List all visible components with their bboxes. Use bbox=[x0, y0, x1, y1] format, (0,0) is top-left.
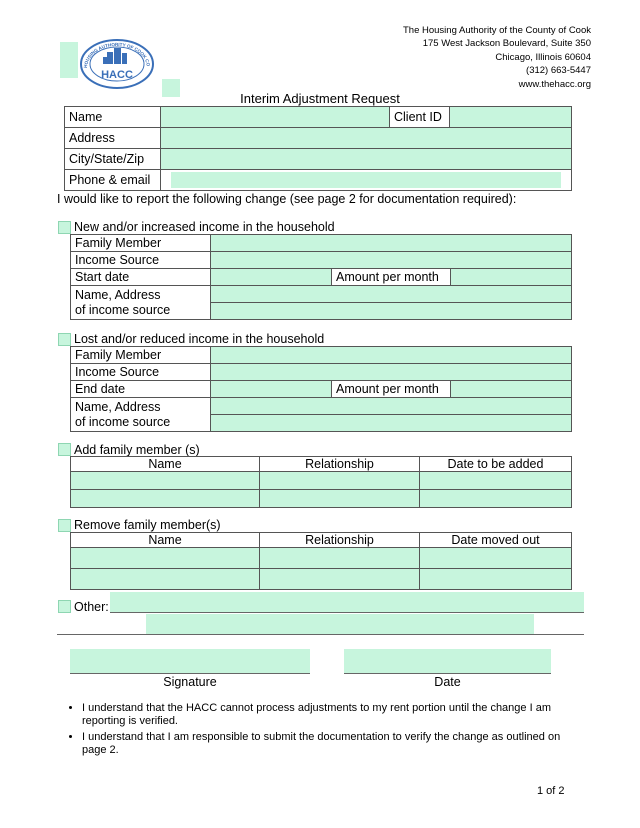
add-col-name: Name bbox=[71, 457, 260, 472]
phone-email-field[interactable] bbox=[171, 172, 561, 188]
remove-name-field-2[interactable] bbox=[71, 569, 260, 590]
remove-col-date: Date moved out bbox=[420, 533, 572, 548]
hacc-logo bbox=[79, 38, 155, 90]
statement-item: • I understand that I am responsible to submit the documentation to verify the change as outlined on page 2. bbox=[82, 731, 582, 757]
new-name-address-label bbox=[71, 286, 211, 320]
phone-email-label: Phone & email bbox=[65, 170, 161, 191]
lost-name-address-label bbox=[71, 398, 211, 432]
logo-ring-text: HOUSING AUTHORITY OF COOK CO bbox=[82, 41, 151, 69]
lost-income-table bbox=[70, 346, 572, 432]
add-member-table bbox=[70, 456, 572, 508]
client-id-label: Client ID bbox=[390, 107, 450, 128]
lost-amount-field[interactable] bbox=[451, 381, 572, 398]
phone-email-cell bbox=[161, 170, 572, 191]
end-date-label: End date bbox=[71, 381, 211, 398]
lost-amount-label: Amount per month bbox=[332, 381, 451, 398]
new-amount-field[interactable] bbox=[451, 269, 572, 286]
org-phone: (312) 663-5447 bbox=[526, 65, 591, 77]
new-income-source-address-field-1[interactable] bbox=[211, 286, 572, 303]
signature-field[interactable] bbox=[70, 649, 310, 673]
statement-item: • I understand that the HACC cannot process adjustments to my rent portion until the change I am reporting is verified. bbox=[82, 702, 582, 728]
other-line-2 bbox=[57, 634, 584, 635]
new-family-member-field[interactable] bbox=[211, 235, 572, 252]
lost-income-source-label: Income Source bbox=[71, 364, 211, 381]
logo-fill-left bbox=[60, 42, 78, 78]
new-income-checkbox[interactable] bbox=[58, 221, 71, 234]
new-amount-label: Amount per month bbox=[332, 269, 451, 286]
start-date-label: Start date bbox=[71, 269, 211, 286]
signature-line bbox=[70, 673, 310, 674]
org-address-block bbox=[403, 24, 591, 91]
add-date-field-2[interactable] bbox=[420, 490, 572, 508]
end-date-field[interactable] bbox=[211, 381, 332, 398]
lost-family-member-label: Family Member bbox=[71, 347, 211, 364]
org-street: 175 West Jackson Boulevard, Suite 350 bbox=[422, 38, 591, 50]
lost-name-address-line1: Name, Address bbox=[75, 399, 161, 414]
lost-income-source-address-field-2[interactable] bbox=[211, 415, 572, 432]
add-member-heading: Add family member (s) bbox=[74, 443, 200, 457]
remove-col-name: Name bbox=[71, 533, 260, 548]
address-field[interactable] bbox=[161, 128, 572, 149]
intro-text: I would like to report the following change (see page 2 for documentation required): bbox=[57, 192, 517, 206]
new-name-address-line1: Name, Address bbox=[75, 287, 161, 302]
remove-relationship-field-2[interactable] bbox=[260, 569, 420, 590]
name-field[interactable] bbox=[161, 107, 390, 128]
new-family-member-label: Family Member bbox=[71, 235, 211, 252]
org-website: www.thehacc.org bbox=[518, 78, 591, 90]
address-label: Address bbox=[65, 128, 161, 149]
logo-text: HACC bbox=[101, 69, 133, 81]
remove-member-heading: Remove family member(s) bbox=[74, 518, 221, 532]
start-date-field[interactable] bbox=[211, 269, 332, 286]
city-state-zip-field[interactable] bbox=[161, 149, 572, 170]
city-state-zip-label: City/State/Zip bbox=[65, 149, 161, 170]
other-label: Other: bbox=[74, 600, 109, 614]
lost-family-member-field[interactable] bbox=[211, 347, 572, 364]
client-info-table bbox=[64, 106, 572, 191]
org-city: Chicago, Illinois 60604 bbox=[495, 51, 591, 63]
lost-income-source-field[interactable] bbox=[211, 364, 572, 381]
other-field-2[interactable] bbox=[146, 614, 534, 634]
lost-name-address-line2: of income source bbox=[75, 414, 171, 429]
add-relationship-field-2[interactable] bbox=[260, 490, 420, 508]
add-relationship-field-1[interactable] bbox=[260, 472, 420, 490]
remove-name-field-1[interactable] bbox=[71, 548, 260, 569]
other-line-1 bbox=[110, 612, 584, 613]
add-col-relationship: Relationship bbox=[260, 457, 420, 472]
add-member-checkbox[interactable] bbox=[58, 443, 71, 456]
client-id-field[interactable] bbox=[450, 107, 572, 128]
new-income-source-field[interactable] bbox=[211, 252, 572, 269]
date-line bbox=[344, 673, 551, 674]
remove-date-field-1[interactable] bbox=[420, 548, 572, 569]
lost-income-checkbox[interactable] bbox=[58, 333, 71, 346]
remove-date-field-2[interactable] bbox=[420, 569, 572, 590]
new-income-source-address-field-2[interactable] bbox=[211, 303, 572, 320]
new-income-heading: New and/or increased income in the household bbox=[74, 220, 335, 234]
new-name-address-line2: of income source bbox=[75, 302, 171, 317]
remove-member-table bbox=[70, 532, 572, 590]
name-label: Name bbox=[65, 107, 161, 128]
add-col-date: Date to be added bbox=[420, 457, 572, 472]
remove-member-checkbox[interactable] bbox=[58, 519, 71, 532]
lost-income-heading: Lost and/or reduced income in the household bbox=[74, 332, 325, 346]
remove-relationship-field-1[interactable] bbox=[260, 548, 420, 569]
add-date-field-1[interactable] bbox=[420, 472, 572, 490]
date-field[interactable] bbox=[344, 649, 551, 673]
statements-list bbox=[64, 702, 582, 760]
other-checkbox[interactable] bbox=[58, 600, 71, 613]
form-title: Interim Adjustment Request bbox=[240, 91, 400, 106]
date-label: Date bbox=[434, 675, 461, 689]
add-name-field-2[interactable] bbox=[71, 490, 260, 508]
new-income-table bbox=[70, 234, 572, 320]
signature-label: Signature bbox=[163, 675, 217, 689]
add-name-field-1[interactable] bbox=[71, 472, 260, 490]
org-name: The Housing Authority of the County of Cook bbox=[403, 25, 591, 36]
page-number: 1 of 2 bbox=[537, 785, 565, 797]
lost-income-source-address-field-1[interactable] bbox=[211, 398, 572, 415]
remove-col-relationship: Relationship bbox=[260, 533, 420, 548]
new-income-source-label: Income Source bbox=[71, 252, 211, 269]
other-field-1[interactable] bbox=[110, 592, 584, 612]
